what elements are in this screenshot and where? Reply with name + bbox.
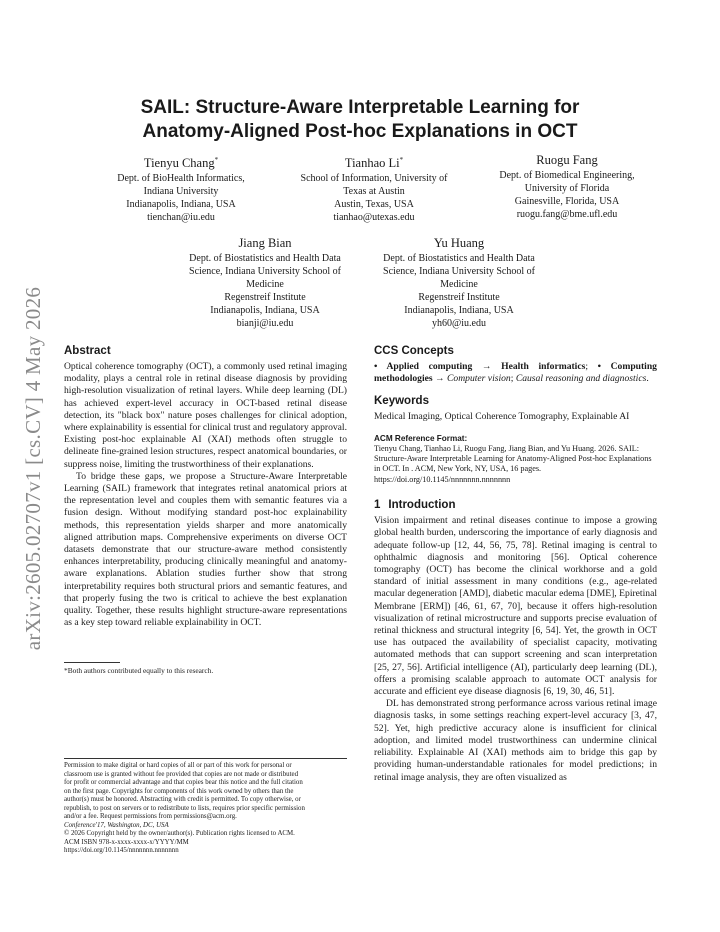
author-affiliation: Medicine — [440, 279, 478, 290]
author-affiliation: Dept. of Biomedical Engineering, — [499, 170, 635, 181]
author-affiliation: Regenstreif Institute — [418, 292, 500, 303]
permission-line: on the first page. Copyrights for components of this work owned by others than the — [64, 787, 294, 795]
permission-divider — [64, 758, 347, 759]
author-name: Tienyu Chang — [143, 156, 215, 171]
author-location: Indianapolis, Indiana, USA — [404, 305, 514, 316]
introduction-heading — [374, 498, 657, 512]
author-email: bianji@iu.edu — [236, 318, 294, 329]
keywords-heading: Keywords — [374, 395, 429, 408]
permission-line: author(s) must be honored. Abstracting with credit is permitted. To copy otherwise, or — [64, 796, 301, 804]
abstract-paragraph-1: Optical coherence tomography (OCT), a commonly used retinal imaging modality, plays a central role in retinal disease diagnosis by providing high-resolution visualization of retinal layers. While deep learning (DL) has achieved expert-level accuracy in OCT-based retinal disease detection, its "black box" nature poses challenges for clinical adoption, where explainability is essential for clinical trust and regulatory approval. Existing post-hoc explainable AI (XAI) methods often struggle to delineate fine-grained lesion structures, respect anatomical boundaries, or suppress noise, limiting the trustworthiness of their explanations. — [64, 361, 347, 470]
author-location: Gainesville, Florida, USA — [514, 196, 620, 207]
author-location: Indianapolis, Indiana, USA — [126, 199, 236, 211]
acm-reference-heading: ACM Reference Format: — [374, 433, 468, 443]
author-name: Ruogu Fang — [536, 153, 598, 167]
ccs-concepts: • Applied computing → Health informatics; • Computing methodologies → Computer vision; Causal reasoning and diagnostics. — [374, 361, 657, 385]
section-title: Introduction — [388, 499, 456, 512]
author-email: tienchan@iu.edu — [147, 212, 215, 224]
author-email: ruogu.fang@bme.ufl.edu — [516, 209, 618, 220]
paper-title — [70, 96, 650, 144]
author-affiliation: Regenstreif Institute — [224, 292, 306, 303]
arxiv-stamp: arXiv:2605.02707v1 [cs.CV] 4 May 2026 — [21, 286, 46, 650]
author-email: yh60@iu.edu — [432, 318, 486, 329]
footnote-divider — [64, 662, 120, 663]
acm-reference-text: Tienyu Chang, Tianhao Li, Ruogu Fang, Jiang Bian, and Yu Huang. 2026. SAIL: Structure-Aware Interpretable Learning for Anatomy-Aligned Post-hoc Explanations in OCT. In . ACM, New York, NY, USA, 16 pages. https://doi.org/10.1145/nnnnnnn.nnnnnnn — [374, 443, 652, 484]
doi-line: https://doi.org/10.1145/nnnnnnn.nnnnnnn — [64, 847, 179, 855]
permission-line: classroom use is granted without fee provided that copies are not made or distributed — [64, 770, 299, 778]
permission-line: for profit or commercial advantage and that copies bear this notice and the full citation — [64, 779, 303, 787]
permission-line: Permission to make digital or hard copies of all or part of this work for personal or — [64, 762, 292, 769]
author-block — [281, 153, 467, 224]
title-line-1: SAIL: Structure-Aware Interpretable Learning for — [140, 97, 580, 118]
author-affiliation: Science, Indiana University School of — [383, 266, 535, 277]
author-affiliation: Medicine — [246, 279, 284, 290]
author-affiliation: Science, Indiana University School of — [189, 266, 341, 277]
author-affiliation: Texas at Austin — [343, 186, 405, 198]
author-affiliation: School of Information, University of — [300, 173, 448, 185]
left-column — [64, 344, 347, 629]
keywords-text: Medical Imaging, Optical Coherence Tomography, Explainable AI — [374, 411, 630, 423]
author-email: tianhao@utexas.edu — [333, 212, 415, 224]
author-row-2 — [172, 236, 552, 330]
copyright-line: © 2026 Copyright held by the owner/author(s). Publication rights licensed to ACM. — [64, 830, 295, 838]
section-number: 1 — [374, 499, 381, 512]
permission-line: republish, to post on servers or to redistribute to lists, requires prior specific permission — [64, 804, 305, 812]
author-name: Jiang Bian — [238, 236, 292, 250]
equal-contribution-mark: * — [214, 156, 219, 164]
author-block — [366, 236, 552, 330]
author-location: Austin, Texas, USA — [334, 199, 414, 211]
author-block — [172, 236, 358, 330]
author-block — [474, 153, 660, 224]
permission-line: and/or a fee. Request permissions from permissions@acm.org. — [64, 813, 237, 821]
equal-contribution-mark: * — [399, 156, 404, 164]
title-line-2: Anatomy-Aligned Post-hoc Explanations in OCT — [142, 121, 578, 142]
introduction-paragraph-2: DL has demonstrated strong performance across various retinal image diagnosis tasks, in some settings reaching expert-level accuracy [3, 47, 52]. Yet, high predictive accuracy alone is insufficient for clinical adoption, and limited model trustworthiness can undermine clinical reliability. Explainable AI (XAI) methods aim to bridge this gap by providing human-understandable rationales for model predictions; in retinal image analysis, they are often visualized as — [374, 698, 657, 783]
abstract-paragraph-2: To bridge these gaps, we propose a Structure-Aware Interpretable Learning (SAIL) framework that integrates retinal anatomical priors at the representation level and couples them with semantic features via a fusion design. Without modifying standard post-hoc explainability methods, this representation yields sharper and more anatomically aligned attribution maps. Comprehensive experiments on diverse OCT datasets demonstrate that our structure-aware method consistently enhances interpretability, producing clinically meaningful and anatomy-aware explanations. Ablation studies further show that strong interpretability requires both structural priors and semantic features, and that properly fusing the two is critical to achieve the best explanation quality. Together, these results highlight structure-aware representations as a key step toward reliable explainability in OCT. — [64, 470, 347, 629]
author-affiliation: Dept. of BioHealth Informatics, — [117, 173, 245, 185]
right-column — [374, 344, 657, 784]
author-name: Yu Huang — [433, 236, 485, 250]
isbn-line: ACM ISBN 978-x-xxxx-xxxx-x/YYYY/MM — [64, 838, 189, 846]
author-block — [88, 153, 274, 224]
equal-contribution-footnote: *Both authors contributed equally to this research. — [64, 666, 214, 675]
author-row-1 — [88, 153, 660, 224]
author-name: Tianhao Li — [344, 156, 400, 171]
author-affiliation: Dept. of Biostatistics and Health Data — [189, 253, 341, 264]
ccs-heading: CCS Concepts — [374, 345, 454, 357]
author-location: Indianapolis, Indiana, USA — [210, 305, 320, 316]
author-affiliation: Dept. of Biostatistics and Health Data — [383, 253, 535, 264]
author-affiliation: University of Florida — [524, 183, 610, 194]
abstract-heading: Abstract — [64, 345, 111, 357]
introduction-paragraph-1: Vision impairment and retinal diseases continue to impose a growing global health burden, underscoring the importance of early diagnosis and adequate follow-up [12, 44, 56, 75, 78]. Retinal imaging is central to ophthalmic diagnosis and monitoring [56]. Optical coherence tomography (OCT) has become the clinical workhorse and a gold standard of initial assessment in many conditions (e.g., age-related macular degeneration [AMD], diabetic macular edema [DME], Epiretinal Membrane [ERM]) [46, 61, 67, 70], because it offers high-resolution visualization of retinal microstructure and supports precise evaluation of retinal thickness and structural integrity [6, 54]. Yet, the growth in OCT use has outpaced the availability of specialist capacity, motivating automated methods that can support screening and scan interpretation [25, 27, 56]. Artificial intelligence (AI), particularly deep learning (DL), offers a promising scalable approach to automate OCT analysis for accurate and efficient eye disease diagnosis [6, 19, 30, 46, 51]. — [374, 515, 657, 698]
conference-line: Conference'17, Washington, DC, USA — [64, 821, 169, 829]
author-affiliation: Indiana University — [143, 186, 219, 198]
permission-notice — [64, 762, 347, 856]
